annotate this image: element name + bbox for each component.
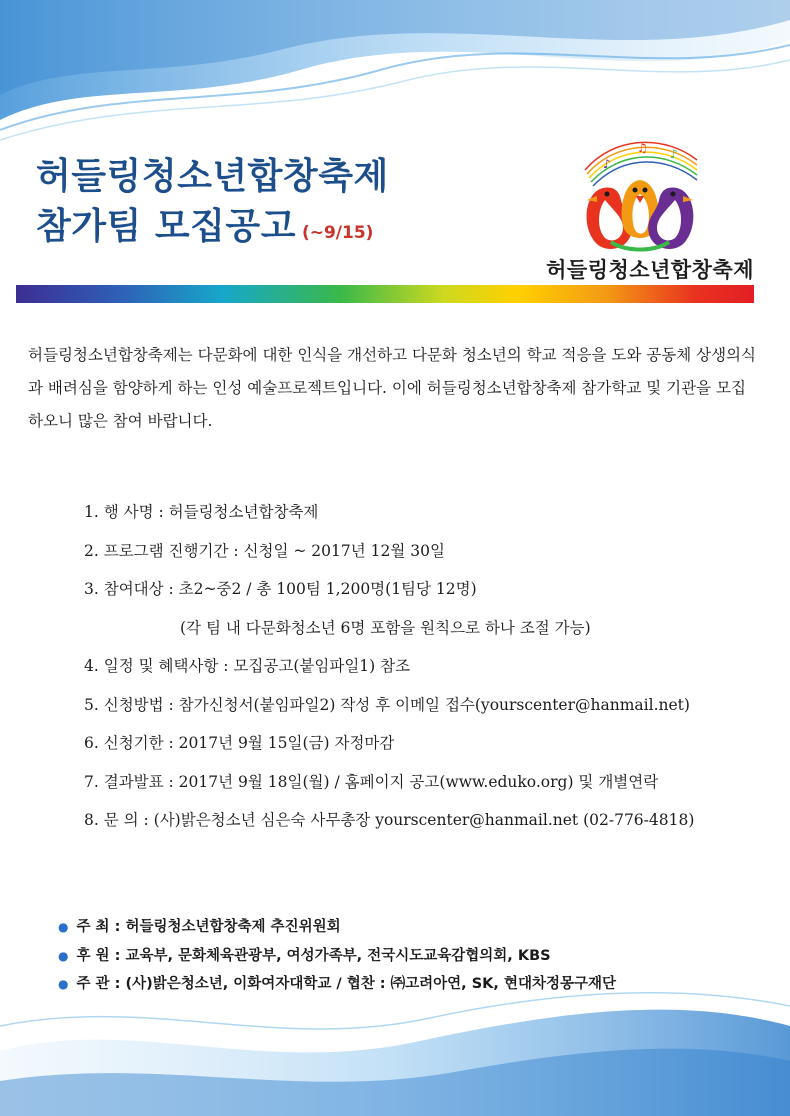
detail-program-period: 2. 프로그램 진행기간 : 신청일 ~ 2017년 12월 30일 bbox=[84, 541, 445, 560]
organizers-list bbox=[58, 913, 616, 999]
detail-participants-note: (각 팀 내 다문화청소년 6명 포함을 원칙으로 하나 조절 가능) bbox=[180, 618, 591, 637]
svg-text:♪: ♪ bbox=[670, 147, 678, 161]
svg-text:♫: ♫ bbox=[637, 141, 648, 155]
rainbow-divider bbox=[16, 285, 754, 303]
bullet-icon: ● bbox=[58, 920, 69, 934]
host-line bbox=[58, 913, 616, 942]
support-text: 후 원 : 교육부, 문화체육관광부, 여성가족부, 전국시도교육감협의회, KBS bbox=[76, 947, 551, 964]
detail-results-announcement: 7. 결과발표 : 2017년 9월 18일(월) / 홈페이지 공고(www.eduko.org) 및 개별연락 bbox=[84, 772, 659, 791]
host-text: 주 최 : 허들링청소년합창축제 추진위원회 bbox=[76, 919, 341, 935]
detail-application-method: 5. 신청방법 : 참가신청서(붙임파일2) 작성 후 이메일 접수(yourscenter@hanmail.net) bbox=[84, 695, 690, 714]
details-list bbox=[84, 502, 764, 849]
bullet-icon: ● bbox=[58, 948, 69, 963]
detail-event-name: 1. 행 사명 : 허들링청소년합창축제 bbox=[84, 503, 319, 521]
detail-schedule-benefits: 4. 일정 및 혜택사항 : 모집공고(붙임파일1) 참조 bbox=[84, 657, 411, 675]
organizer-line bbox=[58, 970, 616, 999]
detail-application-deadline: 6. 신청기한 : 2017년 9월 15일(금) 자정마감 bbox=[84, 734, 395, 752]
organizer-text: 주 관 : (사)밝은청소년, 이화여자대학교 / 협찬 : ㈜고려아연, SK, 현대차정몽구재단 bbox=[76, 976, 617, 992]
title-line-2: 참가팀 모집공고 bbox=[36, 206, 296, 247]
support-line bbox=[58, 942, 616, 971]
penguin-choir-logo-icon bbox=[575, 130, 705, 255]
page-title bbox=[36, 152, 389, 258]
svg-text:♪: ♪ bbox=[603, 157, 611, 171]
bullet-icon: ● bbox=[58, 977, 69, 991]
logo-text: 허들링청소년합창축제 bbox=[546, 258, 754, 282]
detail-participants: 3. 참여대상 : 초2~중2 / 총 100팀 1,200명(1팀당 12명) bbox=[84, 580, 477, 598]
top-wave-decoration bbox=[0, 0, 790, 150]
intro-paragraph: 허들링청소년합창축제는 다문화에 대한 인식을 개선하고 다문화 청소년의 학교 적응을 도와 공동체 상생의식과 배려심을 함양하게 하는 인성 예술프로젝트입니다. 이에 허들링청소년합창축제 참가학교 및 기관을 모집하오니 많은 참여 바랍니다. bbox=[28, 346, 756, 430]
title-line-1: 허들링청소년합창축제 bbox=[36, 156, 389, 197]
deadline-label: (~9/15) bbox=[301, 223, 374, 243]
detail-contact: 8. 문 의 : (사)밝은청소년 심은숙 사무총장 yourscenter@hanmail.net (02-776-4818) bbox=[84, 811, 695, 829]
